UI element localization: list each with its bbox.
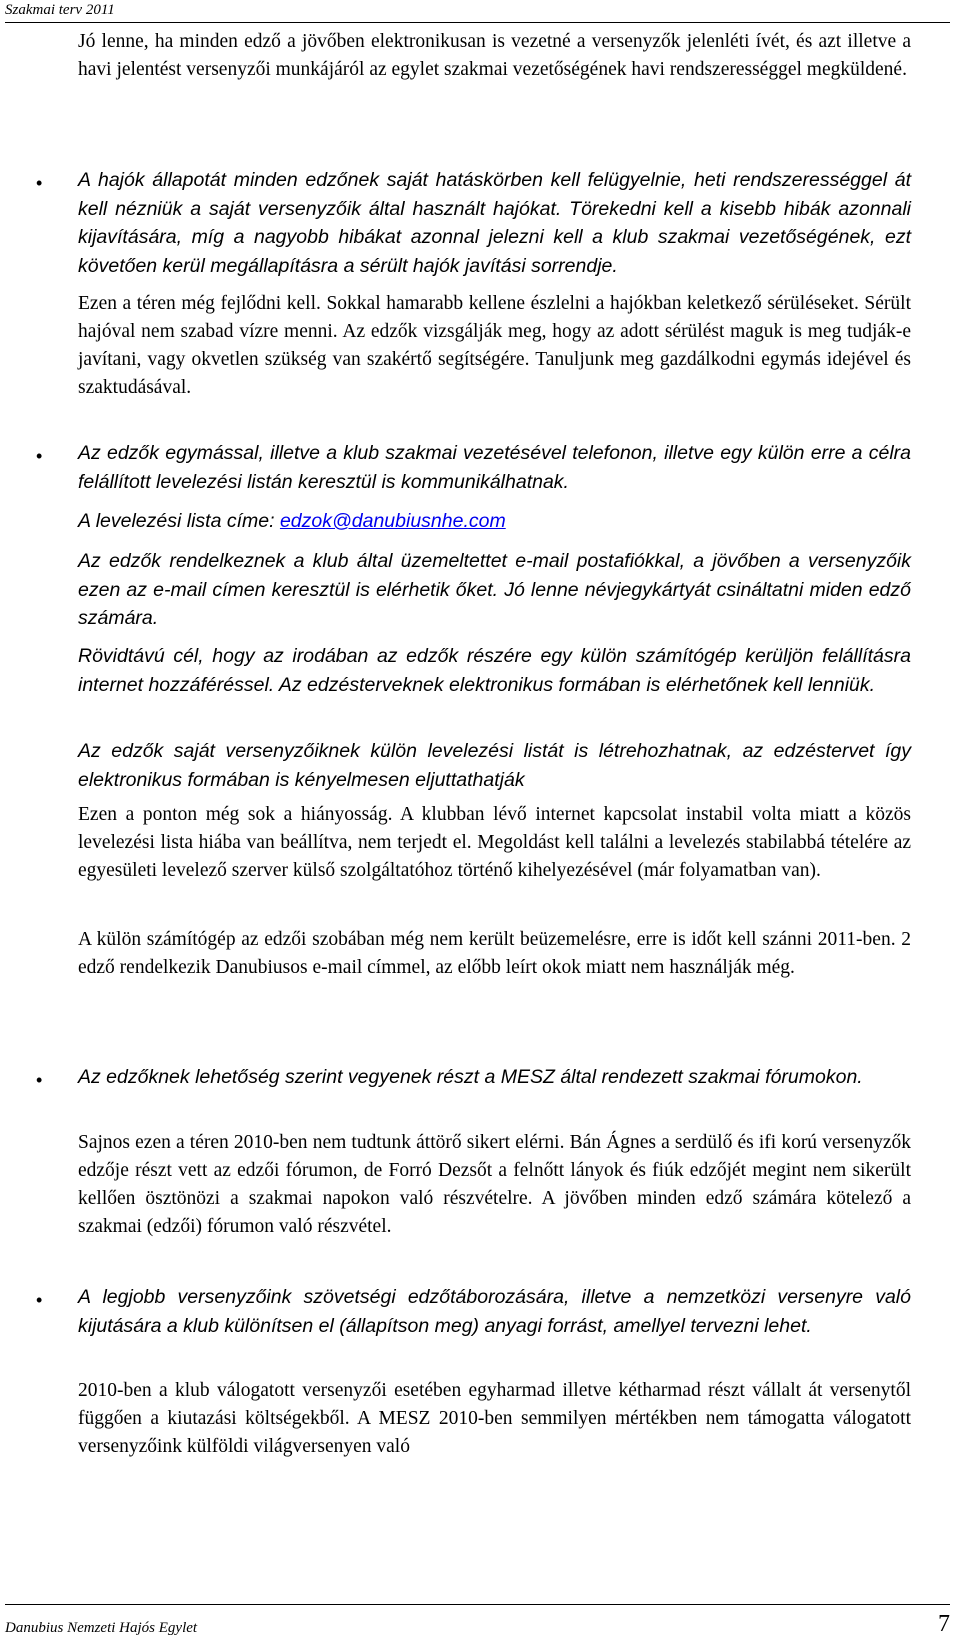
page-header: Szakmai terv 2011 bbox=[5, 0, 950, 23]
footer-organization: Danubius Nemzeti Hajós Egylet bbox=[5, 1620, 198, 1636]
bullet-icon: • bbox=[36, 1070, 43, 1090]
bullet-coach-communication: Az edzők egymással, illetve a klub szakmai vezetésével telefonon, illetve egy külön erre a célra felállított levelezési listán keresztül is kommunikálhatnak. bbox=[78, 442, 911, 493]
paragraph-email-accounts: Az edzők rendelkeznek a klub által üzemeltettet e-mail postafiókkal, a jövőben a versenyzőik ezen az e-mail címen keresztül is elérhetik őket. Jó lenne névjegykártyát csináltatni miden edző számára. bbox=[78, 550, 911, 629]
paragraph-electronic-attendance: Jó lenne, ha minden edző a jövőben elektronikusan is vezetné a versenyzők jelenléti ívét, és azt illetve a havi jelentést versenyzői munkájáról az egylet szakmai vezetőségének havi rendszerességgel megküldené. bbox=[78, 31, 911, 80]
paragraph-shortcomings: Ezen a ponton még sok a hiányosság. A klubban lévő internet kapcsolat instabil volta miatt a közös levelezési lista hiába van beállítva, nem terjedt el. Megoldást kell találni a levelezés stabilabbá tételére az egyesületi levelező szerver külső szolgáltatóhoz történő kihelyezésével (már folyamatban van). bbox=[78, 804, 911, 881]
mailing-list-address bbox=[78, 507, 911, 536]
paragraph-office-computer: Rövidtávú cél, hogy az irodában az edzők részére egy külön számítógép kerüljön felállításra internet hozzáféréssel. Az edzésterveknek elektronikus formában is elérhetőnek kell lenniük. bbox=[78, 645, 911, 696]
paragraph-travel-costs: 2010-ben a klub válogatott versenyzői esetében egyharmad illetve kétharmad részt vállalt át versenytől függően a kiutazási költségekből. A MESZ 2010-ben semmilyen mértékben nem támogatta válogatott versenyzőink külföldi világversenyen való bbox=[78, 1380, 911, 1457]
paragraph-forum-participation: Sajnos ezen a téren 2010-ben nem tudtunk áttörő sikert elérni. Bán Ágnes a serdülő és ifi korú versenyzők edzője részt vett az edzői fórumon, de Forró Dezsőt a felnőtt lányok és fiúk edzőjét megint nem sikerült kellően ösztönözi a szakmai napokon való részvételre. A jövőben minden edző számára kötelező a szakmai (edzői) fórumon való részvétel. bbox=[78, 1132, 911, 1237]
paragraph-damage-assessment: Ezen a téren még fejlődni kell. Sokkal hamarabb kellene észlelni a hajókban keletkező sérüléseket. Sérült hajóval nem szabad vízre menni. Az edzők vizsgálják meg, hogy az adott sérülést maguk is meg tudják-e javítani, vagy okvetlen szükség van szakértő segítségére. Tanuljunk meg gazdálkodni egymás idejével és szaktudásával. bbox=[78, 293, 911, 398]
bullet-icon: • bbox=[36, 173, 43, 193]
bullet-mesz-forums: Az edzőknek lehetőség szerint vegyenek részt a MESZ által rendezett szakmai fórumokon. bbox=[78, 1066, 863, 1088]
mailing-list-label: A levelezési lista címe: bbox=[78, 510, 280, 532]
mailing-list-link[interactable]: edzok@danubiusnhe.com bbox=[279, 510, 506, 532]
bullet-training-camps: A legjobb versenyzőink szövetségi edzőtáborozására, illetve a nemzetközi versenyre való kijutására a klub különítsen el (állapítson meg) anyagi forrást, amellyel tervezni lehet. bbox=[78, 1286, 911, 1337]
bullet-icon: • bbox=[36, 446, 43, 466]
bullet-icon: • bbox=[36, 1290, 43, 1310]
paragraph-athlete-lists: Az edzők saját versenyzőiknek külön levelezési listát is létrehozhatnak, az edzéstervet így elektronikus formában is kényelmesen eljuttathatják bbox=[78, 740, 911, 791]
paragraph-computer-status: A külön számítógép az edzői szobában még nem került beüzemelésre, erre is időt kell szánni 2011-ben. 2 edző rendelkezik Danubiusos e-mail címmel, az előbb leírt okok miatt nem használják még. bbox=[78, 929, 911, 978]
footer-divider bbox=[5, 1604, 950, 1605]
bullet-boat-condition: A hajók állapotát minden edzőnek saját hatáskörben kell felügyelnie, heti rendszerességgel át kell nézniük a saját versenyzőik által használt hajókat. Törekedni kell a kisebb hibák azonnali kijavítására, míg a nagyobb hibákat azonnal jelezni kell a klub szakmai vezetőségének, ezt követően kerül megállapításra a sérült hajók javítási sorrendje. bbox=[78, 169, 911, 277]
page-number: 7 bbox=[938, 1611, 950, 1637]
